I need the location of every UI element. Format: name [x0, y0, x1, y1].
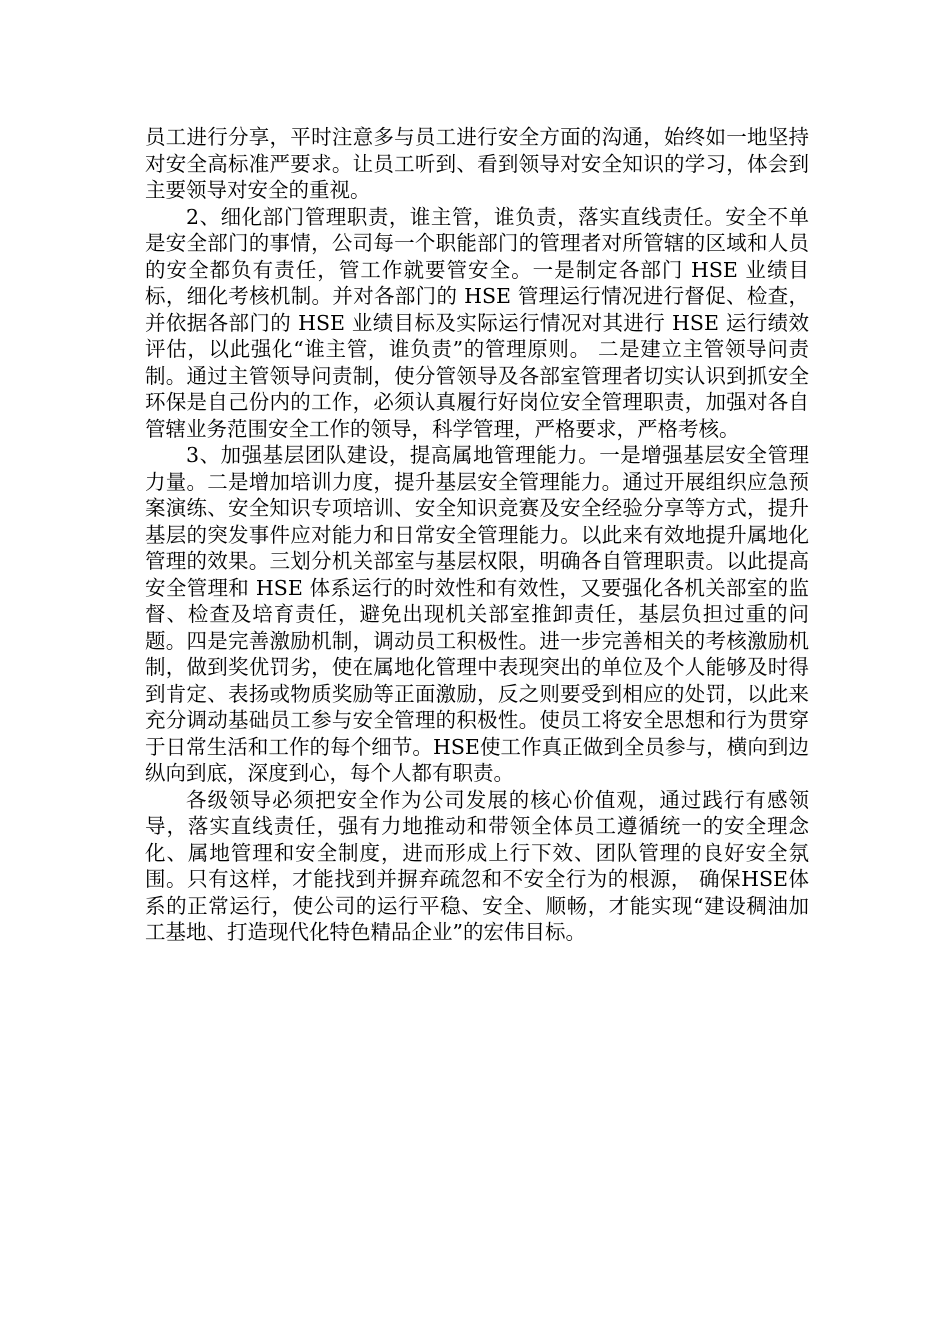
- document-body: [145, 124, 809, 946]
- paragraph-conclusion: 各级领导必须把安全作为公司发展的核心价值观，通过践行有感领导，落实直线责任，强有力地推动和带领全体员工遵循统一的安全理念化、属地管理和安全制度，进而形成上行下效、团队管理的良好安全氛围。只有这样，才能找到并摒弃疏忽和不安全行为的根源， 确保HSE体系的正常运行，使公司的运行平稳、安全、顺畅，才能实现“建设稠油加工基地、打造现代化特色精品企业”的宏伟目标。: [145, 787, 809, 944]
- paragraph-section-3: 3、加强基层团队建设，提高属地管理能力。一是增强基层安全管理力量。二是增加培训力度，提升基层安全管理能力。通过开展组织应急预案演练、安全知识专项培训、安全知识竞赛及安全经验分享等方式，提升基层的突发事件应对能力和日常安全管理能力。以此来有效地提升属地化管理的效果。三划分机关部室与基层权限，明确各自管理职责。以此提高安全管理和 HSE 体系运行的时效性和有效性，又要强化各机关部室的监督、检查及培育责任，避免出现机关部室推卸责任，基层负担过重的问题。四是完善激励机制，调动员工积极性。进一步完善相关的考核激励机制，做到奖优罚劣，使在属地化管理中表现突出的单位及个人能够及时得到肯定、表扬或物质奖励等正面激励，反之则要受到相应的处罚，以此来充分调动基础员工参与安全管理的积极性。使员工将安全思想和行为贯穿于日常生活和工作的每个细节。HSE使工作真正做到全员参与，横向到边纵向到底，深度到心，每个人都有职责。: [145, 443, 809, 785]
- paragraph-continuation: 员工进行分享，平时注意多与员工进行安全方面的沟通，始终如一地坚持对安全高标准严要求。让员工听到、看到领导对安全知识的学习，体会到主要领导对安全的重视。: [145, 125, 809, 202]
- paragraph-section-2: 2、细化部门管理职责，谁主管，谁负责，落实直线责任。安全不单是安全部门的事情，公司每一个职能部门的管理者对所管辖的区域和人员的安全都负有责任，管工作就要管安全。一是制定各部门 HSE 业绩目标，细化考核机制。并对各部门的 HSE 管理运行情况进行督促、检查，并依据各部门的 HSE 业绩目标及实际运行情况对其进行 HSE 运行绩效评估，以此强化“谁主管，谁负责”的管理原则。 二是建立主管领导问责制。通过主管领导问责制，使分管领导及各部室管理者切实认识到抓安全环保是自己份内的工作，必须认真履行好岗位安全管理职责，加强对各自管辖业务范围安全工作的领导，科学管理，严格要求，严格考核。: [145, 204, 809, 441]
